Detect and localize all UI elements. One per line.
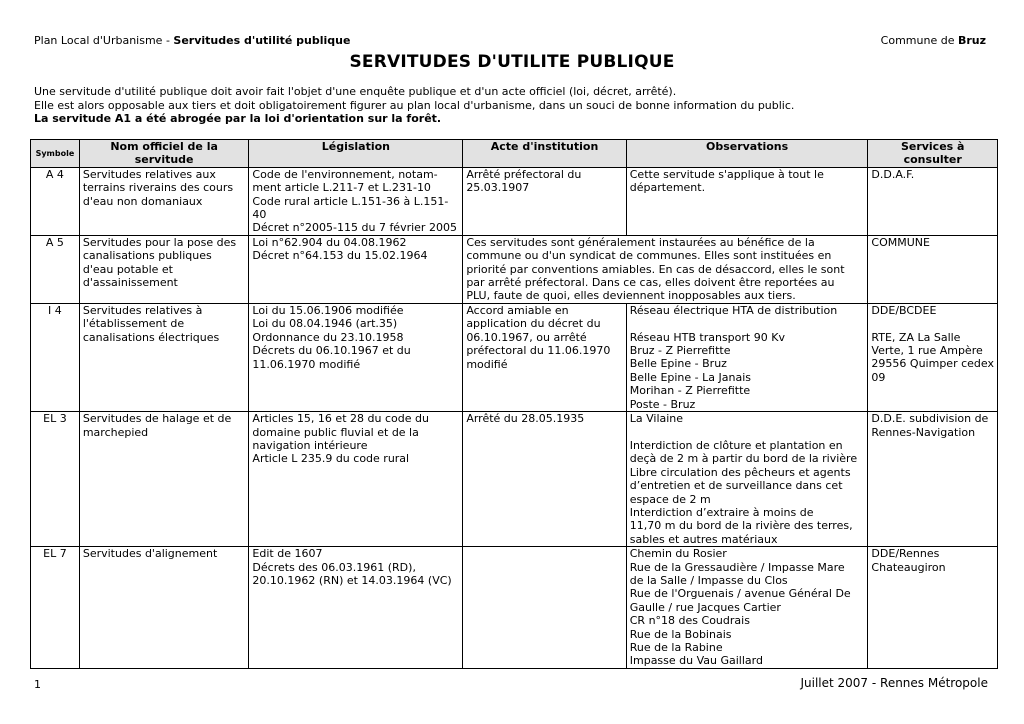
- cell-services-line: COMMUNE: [871, 235, 930, 249]
- cell-legislation-line: Décret n°64.153 du 15.02.1964: [252, 249, 428, 263]
- cell-nom-line: d'eau non domaniaux: [82, 194, 203, 208]
- cell-nom: [79, 235, 249, 303]
- cell-legislation-line: Edit de 1607: [252, 547, 323, 561]
- table-row: [31, 235, 998, 303]
- cell-acte: [463, 167, 626, 235]
- cell-services: [868, 303, 998, 411]
- cell-acte: [463, 412, 626, 547]
- cell-legislation-line: Article L 235.9 du code rural: [252, 452, 410, 466]
- cell-observations-line: Chemin du Rosier: [629, 547, 727, 561]
- header-observations: Observations: [626, 140, 868, 168]
- header-legislation: Législation: [249, 140, 463, 168]
- cell-nom-line: d'assainissement: [82, 276, 178, 290]
- cell-services: [868, 235, 998, 303]
- cell-acte-observations-line: Ces servitudes sont généralement instaurées au bénéfice de la: [466, 235, 815, 249]
- cell-acte-observations-line: PLU, faute de quoi, elles deviennent inopposables aux tiers.: [466, 289, 796, 303]
- cell-observations-line: Belle Epine - Bruz: [629, 357, 727, 371]
- cell-legislation-line: Ordonnance du 23.10.1958: [252, 330, 404, 344]
- cell-observations-line: Rue de l'Orguenais / avenue Général De: [629, 587, 851, 601]
- cell-nom-line: l'établissement de: [82, 317, 185, 331]
- cell-observations-line: Bruz - Z Pierrefitte: [629, 344, 731, 358]
- cell-observations: [626, 303, 868, 411]
- cell-observations-line: Réseau électrique HTA de distribution: [629, 303, 838, 317]
- cell-acte: [463, 303, 626, 411]
- cell-acte-line: modifié: [466, 357, 508, 371]
- cell-nom-line: Servitudes relatives aux: [82, 167, 216, 181]
- cell-nom-line: terrains riverains des cours: [82, 181, 234, 195]
- cell-services-line: 29556 Quimper cedex: [871, 357, 994, 371]
- cell-nom: [79, 547, 249, 669]
- table-row: [31, 412, 998, 547]
- header-document-title: [34, 34, 350, 47]
- cell-legislation-line: Code de l'environnement, notam-: [252, 167, 438, 181]
- cell-legislation: [249, 303, 463, 411]
- cell-services: [868, 412, 998, 547]
- cell-legislation-line: ment article L.211-7 et L.231-10: [252, 181, 431, 195]
- intro-line-1: Une servitude d'utilité publique doit avoir fait l'objet d'une enquête publique et d'un acte officiel (loi, décret, arrêté).: [34, 85, 677, 98]
- cell-observations-line: Interdiction de clôture et plantation en: [629, 438, 843, 452]
- cell-services: [868, 167, 998, 235]
- cell-legislation: [249, 235, 463, 303]
- cell-acte-line: Arrêté préfectoral du: [466, 167, 582, 181]
- cell-legislation-line: Décret n°2005-115 du 7 février 2005: [252, 221, 457, 235]
- cell-legislation-line: Décrets des 06.03.1961 (RD),: [252, 560, 416, 574]
- cell-legislation-line: 20.10.1962 (RN) et 14.03.1964 (VC): [252, 573, 452, 587]
- header-prefix: Plan Local d'Urbanisme -: [34, 34, 174, 47]
- cell-symbole: EL 7: [31, 547, 80, 669]
- table-row: [31, 547, 998, 669]
- cell-legislation: [249, 412, 463, 547]
- cell-nom-line: canalisations électriques: [82, 330, 220, 344]
- cell-legislation-line: Articles 15, 16 et 28 du code du: [252, 412, 429, 426]
- cell-observations-line: Rue de la Rabine: [629, 641, 723, 654]
- cell-legislation-line: navigation intérieure: [252, 438, 368, 452]
- cell-acte-line: Accord amiable en: [466, 303, 569, 317]
- cell-observations-line: Morihan - Z Pierrefitte: [629, 384, 751, 398]
- cell-services-line: Verte, 1 rue Ampère: [871, 344, 983, 358]
- cell-observations: [626, 547, 868, 669]
- intro-line-3: La servitude A1 a été abrogée par la loi d'orientation sur la forêt.: [34, 112, 442, 125]
- cell-acte: [463, 547, 626, 669]
- footer-date: Juillet 2007 - Rennes Métropole: [800, 676, 988, 690]
- intro-line-2: Elle est alors opposable aux tiers et doit obligatoirement figurer au plan local d'urbanisme, dans un souci de bonne information du public.: [34, 98, 795, 112]
- cell-nom: [79, 412, 249, 547]
- cell-services-line: Rennes-Navigation: [871, 425, 976, 439]
- cell-nom-line: marchepied: [82, 425, 149, 439]
- intro-paragraph: [34, 85, 794, 126]
- cell-acte-line: 06.10.1967, ou arrêté: [466, 330, 587, 344]
- cell-legislation-line: Loi du 15.06.1906 modifiée: [252, 303, 404, 317]
- cell-services-line: DDE/BCDEE: [871, 303, 937, 317]
- header-services: Services à consulter: [868, 140, 998, 168]
- cell-nom-line: Servitudes de halage et de: [82, 412, 232, 426]
- servitudes-table: [30, 139, 998, 669]
- cell-symbole: EL 3: [31, 412, 80, 547]
- cell-legislation-line: Loi du 08.04.1946 (art.35): [252, 317, 398, 331]
- cell-legislation-line: domaine public fluvial et de la: [252, 425, 419, 439]
- cell-observations-line: CR n°18 des Coudrais: [629, 614, 750, 628]
- cell-nom: [79, 303, 249, 411]
- cell-services-line: D.D.E. subdivision de: [871, 412, 989, 426]
- cell-legislation-line: Loi n°62.904 du 04.08.1962: [252, 235, 407, 249]
- cell-legislation-line: Code rural article L.151-36 à L.151-: [252, 194, 449, 208]
- cell-acte-line: Arrêté du 28.05.1935: [466, 412, 585, 426]
- cell-services-line: 09: [871, 370, 886, 384]
- cell-services-line: RTE, ZA La Salle: [871, 330, 961, 344]
- header-commune-name: Bruz: [957, 34, 986, 47]
- cell-observations-line: Réseau HTB transport 90 Kv: [629, 330, 785, 344]
- cell-symbole: A 4: [31, 167, 80, 235]
- cell-observations: [626, 412, 868, 547]
- cell-nom-line: Servitudes relatives à: [82, 303, 203, 317]
- cell-observations-line: Belle Epine - La Janais: [629, 370, 751, 384]
- cell-nom: [79, 167, 249, 235]
- cell-acte-observations-line: commune ou d'un syndicat de communes. Elles sont instituées en: [466, 249, 832, 263]
- header-commune: [881, 34, 986, 47]
- header-acte: Acte d'institution: [463, 140, 626, 168]
- cell-observations-line: Cette servitude s'applique à tout le: [629, 167, 824, 181]
- cell-observations-line: Gaulle / rue Jacques Cartier: [629, 600, 781, 614]
- cell-observations-line: Impasse du Vau Gaillard: [629, 654, 763, 668]
- cell-services-line: DDE/Rennes: [871, 547, 940, 561]
- page-title: SERVITUDES D'UTILITE PUBLIQUE: [349, 52, 675, 72]
- cell-acte-line: application du décret du: [466, 317, 601, 331]
- cell-symbole: I 4: [31, 303, 80, 411]
- cell-observations-line: [630, 426, 865, 439]
- cell-symbole: A 5: [31, 235, 80, 303]
- cell-services-line: Chateaugiron: [871, 560, 946, 574]
- cell-observations-line: deçà de 2 m à partir du bord de la rivière: [629, 452, 858, 466]
- cell-legislation-line: 40: [252, 208, 267, 222]
- cell-legislation: [249, 167, 463, 235]
- cell-observations-line: Libre circulation des pêcheurs et agents: [629, 465, 851, 479]
- cell-nom-line: d'eau potable et: [82, 262, 173, 276]
- cell-observations-line: espace de 2 m: [629, 492, 711, 506]
- cell-services-line: [871, 317, 994, 330]
- cell-acte-observations-line: priorité par conventions amiables. En cas de désaccord, elles le sont: [466, 262, 845, 276]
- table-header-row: [31, 140, 998, 168]
- cell-nom-line: Servitudes d'alignement: [82, 547, 218, 561]
- cell-observations-line: d’entretien et de surveillance dans cet: [629, 479, 843, 493]
- cell-observations-line: département.: [629, 181, 706, 195]
- header-section: Servitudes d'utilité publique: [173, 34, 351, 47]
- cell-observations-line: de la Salle / Impasse du Clos: [629, 573, 788, 587]
- cell-services-line: D.D.A.F.: [871, 167, 915, 181]
- cell-observations: [626, 167, 868, 235]
- cell-acte-observations: [463, 235, 868, 303]
- cell-acte-line: 25.03.1907: [466, 181, 530, 195]
- cell-nom-line: canalisations publiques: [82, 249, 212, 263]
- cell-observations-line: sables et autres matériaux: [629, 532, 778, 546]
- table-row: [31, 167, 998, 235]
- cell-observations-line: 11,70 m du bord de la rivière des terres,: [629, 519, 853, 533]
- header-nom: Nom officiel de la servitude: [79, 140, 249, 168]
- cell-observations-line: Interdiction d’extraire à moins de: [629, 505, 814, 519]
- cell-observations-line: [630, 317, 865, 330]
- header-commune-prefix: Commune de: [880, 34, 958, 47]
- cell-observations-line: La Vilaine: [629, 412, 684, 426]
- page-number: 1: [34, 678, 41, 691]
- cell-nom-line: Servitudes pour la pose des: [82, 235, 237, 249]
- table-row: [31, 303, 998, 411]
- cell-observations-line: Rue de la Bobinais: [629, 627, 732, 641]
- cell-observations-line: Rue de la Gressaudière / Impasse Mare: [629, 560, 845, 574]
- header-symbole: Symbole: [31, 140, 80, 168]
- cell-observations-line: Poste - Bruz: [629, 397, 696, 411]
- cell-acte-line: préfectoral du 11.06.1970: [466, 344, 611, 358]
- cell-services: [868, 547, 998, 669]
- cell-legislation-line: 11.06.1970 modifié: [252, 357, 361, 371]
- cell-legislation-line: Décrets du 06.10.1967 et du: [252, 344, 411, 358]
- cell-acte-observations-line: par arrêté préfectoral. Dans ce cas, elles doivent être reportées au: [466, 276, 835, 290]
- cell-legislation: [249, 547, 463, 669]
